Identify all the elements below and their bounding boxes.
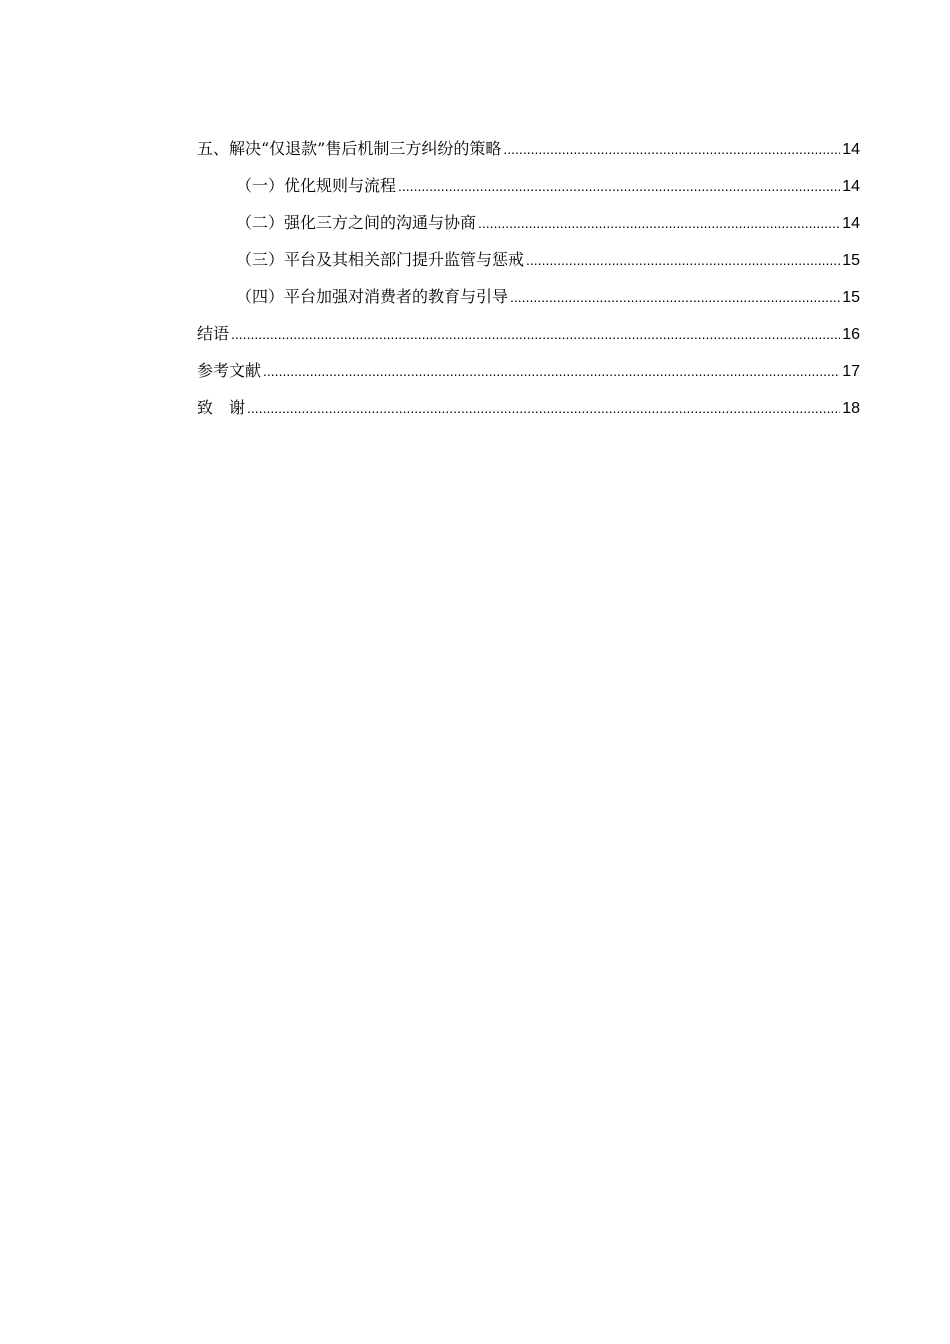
dot-leader xyxy=(526,249,840,271)
dot-leader xyxy=(478,212,840,234)
toc-entry-page: 15 xyxy=(842,289,860,306)
toc-entry-title: 结语 xyxy=(197,324,230,343)
toc-entry-section-5-4[interactable] xyxy=(197,286,860,323)
dot-leader xyxy=(247,397,840,419)
toc-entry-section-5-3[interactable] xyxy=(197,249,860,286)
dot-leader xyxy=(503,138,840,160)
toc-entry-conclusion[interactable] xyxy=(197,323,860,360)
toc-entry-page: 14 xyxy=(842,141,860,158)
toc-entry-title: （四）平台加强对消费者的教育与引导 xyxy=(236,287,509,306)
toc-entry-page: 15 xyxy=(842,252,860,269)
toc-entry-page: 14 xyxy=(842,178,860,195)
toc-entry-section-5-2[interactable] xyxy=(197,212,860,249)
toc-entry-page: 17 xyxy=(842,363,860,380)
toc-entry-page: 16 xyxy=(842,326,860,343)
toc-entry-acknowledgements[interactable] xyxy=(197,397,860,434)
toc-entry-title: 参考文献 xyxy=(197,361,262,380)
table-of-contents xyxy=(197,138,860,434)
toc-entry-section-5[interactable] xyxy=(197,138,860,175)
toc-entry-title: 五、解决“仅退款”售后机制三方纠纷的策略 xyxy=(197,139,502,158)
toc-entry-title: （一）优化规则与流程 xyxy=(236,176,397,195)
dot-leader xyxy=(510,286,840,308)
toc-entry-page: 14 xyxy=(842,215,860,232)
toc-entry-references[interactable] xyxy=(197,360,860,397)
dot-leader xyxy=(263,360,840,382)
toc-entry-title: 致 谢 xyxy=(197,398,246,417)
dot-leader xyxy=(231,323,840,345)
toc-entry-section-5-1[interactable] xyxy=(197,175,860,212)
toc-entry-page: 18 xyxy=(842,400,860,417)
toc-entry-title: （三）平台及其相关部门提升监管与惩戒 xyxy=(236,250,525,269)
toc-entry-title: （二）强化三方之间的沟通与协商 xyxy=(236,213,477,232)
dot-leader xyxy=(398,175,840,197)
